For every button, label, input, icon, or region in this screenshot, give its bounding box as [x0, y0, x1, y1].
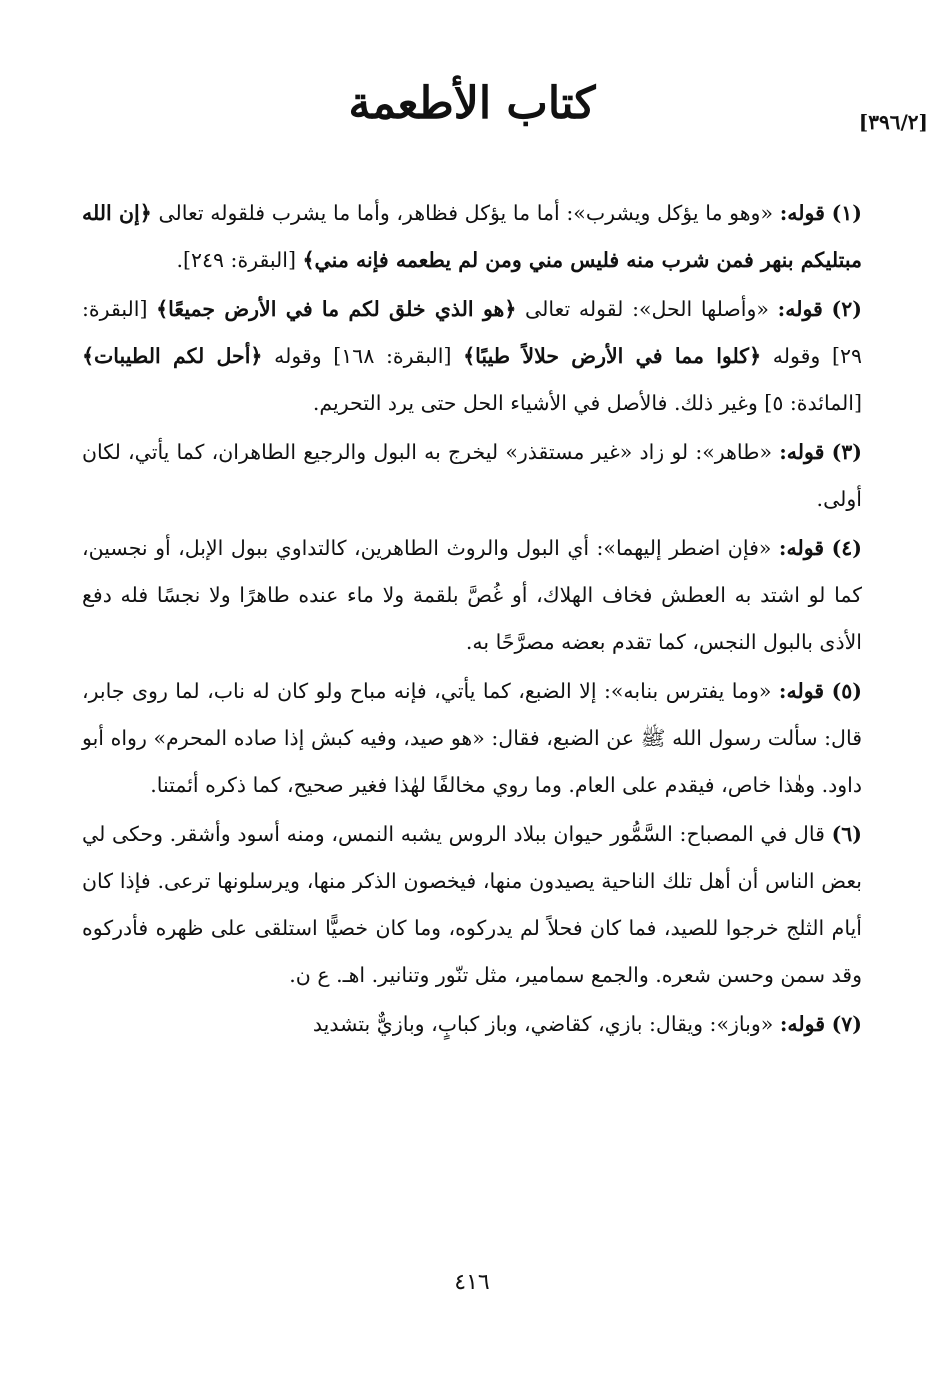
footnote-text: [البقرة: ٢٩] وقوله	[82, 297, 863, 368]
footnote-lead: قوله:	[779, 1012, 826, 1036]
footnote-number: (٢)	[831, 297, 862, 321]
footnote-lead: قوله:	[777, 297, 823, 321]
footnote-4	[82, 525, 862, 666]
footnote-lead: قوله:	[778, 536, 825, 560]
footnote-lead: قوله:	[779, 440, 825, 464]
footnote-2	[82, 286, 862, 427]
quran-quote: ﴿كلوا مما في الأرض حلالاً طيبًا﴾	[463, 344, 762, 368]
footnote-number: (٦)	[831, 822, 862, 846]
quran-quote: ﴿هو الذي خلق لكم ما في الأرض جميعًا﴾	[156, 297, 517, 321]
footnote-number: (٧)	[831, 1012, 862, 1036]
footnote-text: «طاهر»: لو زاد «غير مستقذر» ليخرج به البول والرجيع الطاهران، كما يأتي، لكان أولى.	[82, 440, 862, 511]
footnote-number: (٤)	[831, 536, 862, 560]
page-number: ٤١٦	[454, 1270, 490, 1295]
quran-quote: ﴿إن الله مبتليكم بنهر فمن شرب منه فليس مني ومن لم يطعمه فإنه مني﴾	[82, 201, 862, 272]
footnote-6	[82, 811, 862, 999]
footnote-text: «وباز»: ويقال: بازي، كقاضي، وباز كبابٍ، وبازيٌّ بتشديد	[312, 1012, 774, 1036]
footnote-text: «فإن اضطر إليهما»: أي البول والروث الطاهرين، كالتداوي ببول الإبل، أو نجسين، كما لو اشتد به العطش فخاف الهلاك، أو غُصَّ بلقمة ولا ماء عنده طاهرًا ولا نجسًا فله دفع الأذى بالبول النجس، كما تقدم بعضه مصرَّحًا به.	[82, 536, 862, 654]
footnotes-body	[82, 190, 862, 1050]
volume-page-reference: [٣٩٦/٢]	[858, 110, 928, 134]
footnote-text: [البقرة: ١٦٨] وقوله	[262, 344, 452, 368]
footnote-3	[82, 429, 862, 523]
footnote-lead: قوله:	[778, 679, 825, 703]
footnote-lead: قوله:	[779, 201, 825, 225]
footnote-1	[82, 190, 862, 284]
footnote-text: «وما يفترس بنابه»: إلا الضبع، كما يأتي، فإنه مباح ولو كان له ناب، لما روى جابر، قال: سألت رسول الله ﷺ عن الضبع، فقال: «هو صيد، وفيه كبش إذا صاده المحرم» رواه أبو داود. وهٰذا خاص، فيقدم على العام. وما روي مخالفًا لهٰذا فغير صحيح، كما ذكره أئمتنا.	[82, 679, 862, 797]
footnote-text: «وهو ما يؤكل ويشرب»: أما ما يؤكل فظاهر، وأما ما يشرب فلقوله تعالى	[151, 201, 774, 225]
footnote-number: (٥)	[831, 679, 862, 703]
footnote-text: قال في المصباح: السَّمُّور حيوان ببلاد الروس يشبه النمس، ومنه أسود وأشقر. وحكى لي بعض الناس أن أهل تلك الناحية يصيدون منها، فيخصون الذكر منها، ويرسلونها ترعى. فإذا كان أيام الثلج خرجوا للصيد، فما كان فحلاً لم يدركوه، وما كان خصيًّا استلقى على ظهره فأدركوه وقد سمن وحسن شعره. والجمع سمامير، مثل تنّور وتنانير. اهـ. ع ن.	[82, 822, 863, 987]
footnote-number: (١)	[831, 201, 862, 225]
footnote-text: «وأصلها الحل»: لقوله تعالى	[516, 297, 769, 321]
footnote-text: [المائدة: ٥] وغير ذلك. فالأصل في الأشياء الحل حتى يرد التحريم.	[312, 391, 862, 415]
page-title: كتاب الأطعمة	[348, 78, 596, 129]
footnote-5	[82, 668, 862, 809]
footnote-text: [البقرة: ٢٤٩].	[176, 248, 297, 272]
footnote-7	[82, 1001, 862, 1048]
footnote-number: (٣)	[831, 440, 862, 464]
quran-quote: ﴿أحل لكم الطيبات﴾	[82, 344, 263, 368]
